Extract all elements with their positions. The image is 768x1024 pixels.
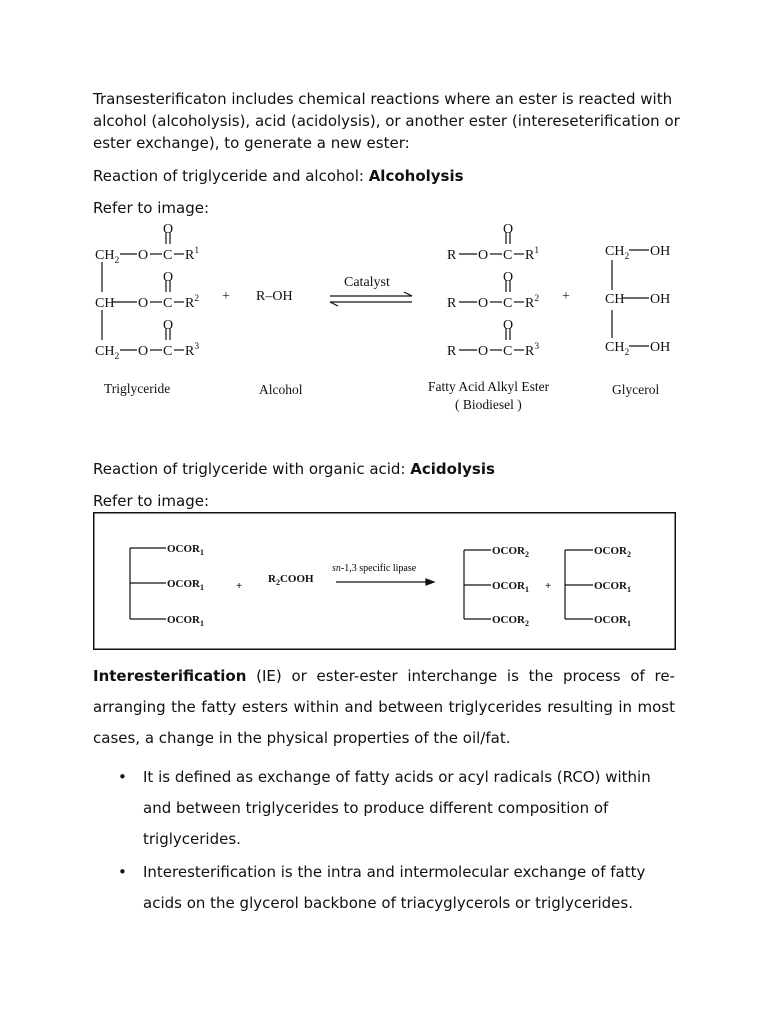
- ester-carbonyl-o-1: O: [503, 222, 514, 237]
- glycerol-ch2-bottom: $CH_2$: [605, 340, 630, 358]
- tg-carbonyl-o-2: O: [163, 270, 174, 285]
- ester-r-1: R: [447, 248, 457, 263]
- ester-c-1: C: [503, 248, 513, 263]
- acidolysis-refer: Refer to image:: [93, 492, 210, 510]
- caption-ester: Fatty Acid Alkyl Ester: [428, 379, 550, 394]
- prod2-ocor1-mid: OCOR1: [594, 580, 631, 594]
- ester-o-2: O: [478, 296, 489, 311]
- interesterification-text: (IE) or ester-ester interchange is the process of re-arranging the fatty esters within and between triglycerides resulting in most cases, a change in the physical properties of the oil/fat.: [93, 667, 675, 747]
- acidolysis-term: Acidolysis: [410, 460, 495, 478]
- plus-sign-1: +: [222, 289, 230, 304]
- bullet-icon: •: [118, 863, 127, 881]
- ester-r2: $R^2$: [525, 294, 540, 311]
- tg-carbonyl-o-3: O: [163, 318, 174, 333]
- tg-r2: $R^2$: [185, 294, 200, 311]
- alcoholysis-heading: [93, 165, 464, 187]
- ester-r-2: R: [447, 296, 457, 311]
- caption-biodiesel: ( Biodiesel ): [455, 397, 522, 412]
- prod2-ocor2-top: OCOR2: [594, 545, 631, 559]
- ester-o-1: O: [478, 248, 489, 263]
- ester-r1: $R^1$: [525, 246, 540, 263]
- bullet-text: It is defined as exchange of fatty acids or acyl radicals (RCO) within and between triglycerides to produce different composition of triglycerides.: [143, 768, 651, 848]
- caption-glycerol: Glycerol: [612, 382, 660, 397]
- tg-ch2-top: $CH_2$: [95, 248, 120, 266]
- tg-r1: $R^1$: [185, 246, 200, 263]
- interesterification-paragraph: [93, 661, 675, 754]
- intro-paragraph: Transesterificaton includes chemical reactions where an ester is reacted with alcohol (alcoholysis), acid (acidolysis), or another ester (intereseterification or ester exchange), to generate a new ester:: [93, 90, 680, 152]
- acid-r2cooh: R2COOH: [268, 573, 314, 587]
- alcoholysis-refer: Refer to image:: [93, 199, 210, 217]
- ester-c-3: C: [503, 344, 513, 359]
- acid-plus-2: +: [545, 580, 552, 592]
- lipase-label: sn-1,3 specific lipase: [332, 563, 417, 574]
- tg-c-3: C: [163, 344, 173, 359]
- glycerol-oh-3: OH: [650, 340, 671, 355]
- alcoholysis-heading-text: Reaction of triglyceride and alcohol:: [93, 167, 369, 185]
- alcoholysis-term: Alcoholysis: [368, 167, 464, 185]
- glycerol-ch2-top: $CH_2$: [605, 244, 630, 262]
- ester-carbonyl-o-2: O: [503, 270, 514, 285]
- interesterification-term: Interesterification: [93, 667, 247, 685]
- alcoholysis-diagram: [90, 218, 690, 418]
- plus-sign-2: +: [562, 289, 570, 304]
- tg-c-2: C: [163, 296, 173, 311]
- prod2-ocor1-bottom: OCOR1: [594, 614, 631, 628]
- tg-carbonyl-o-1: O: [163, 222, 174, 237]
- prod1-ocor1-mid: OCOR1: [492, 580, 529, 594]
- ester-r3: $R^3$: [525, 342, 540, 359]
- glycerol-oh-1: OH: [650, 244, 671, 259]
- tg-c-1: C: [163, 248, 173, 263]
- catalyst-label: Catalyst: [344, 275, 390, 290]
- tg-ch-mid: CH: [95, 296, 115, 311]
- acidolysis-heading-text: Reaction of triglyceride with organic acid:: [93, 460, 411, 478]
- glycerol-oh-2: OH: [650, 292, 671, 307]
- acid-ocor1-top: OCOR1: [167, 543, 204, 557]
- acid-ocor1-bottom: OCOR1: [167, 614, 204, 628]
- acid-ocor1-mid: OCOR1: [167, 578, 204, 592]
- acidolysis-diagram: [93, 512, 676, 650]
- prod1-ocor2-bottom: OCOR2: [492, 614, 529, 628]
- tg-o-1: O: [138, 248, 149, 263]
- tg-r3: $R^3$: [185, 342, 200, 359]
- glycerol-ch: CH: [605, 292, 625, 307]
- list-item: [118, 762, 678, 855]
- caption-alcohol: Alcohol: [259, 382, 303, 397]
- prod1-ocor2-top: OCOR2: [492, 545, 529, 559]
- bullet-icon: •: [118, 768, 127, 786]
- ester-carbonyl-o-3: O: [503, 318, 514, 333]
- ester-o-3: O: [478, 344, 489, 359]
- ester-c-2: C: [503, 296, 513, 311]
- tg-o-2: O: [138, 296, 149, 311]
- bullet-text: Interesterification is the intra and intermolecular exchange of fatty acids on the glycerol backbone of triacyglycerols or triglycerides.: [143, 863, 646, 912]
- interesterification-bullets: [118, 762, 678, 919]
- ester-r-3: R: [447, 344, 457, 359]
- alcohol-formula: R–OH: [256, 289, 293, 304]
- acid-plus-1: +: [236, 580, 243, 592]
- list-item: [118, 857, 678, 919]
- tg-ch2-bottom: $CH_2$: [95, 344, 120, 362]
- caption-triglyceride: Triglyceride: [104, 381, 171, 396]
- acidolysis-heading: [93, 458, 495, 480]
- tg-o-3: O: [138, 344, 149, 359]
